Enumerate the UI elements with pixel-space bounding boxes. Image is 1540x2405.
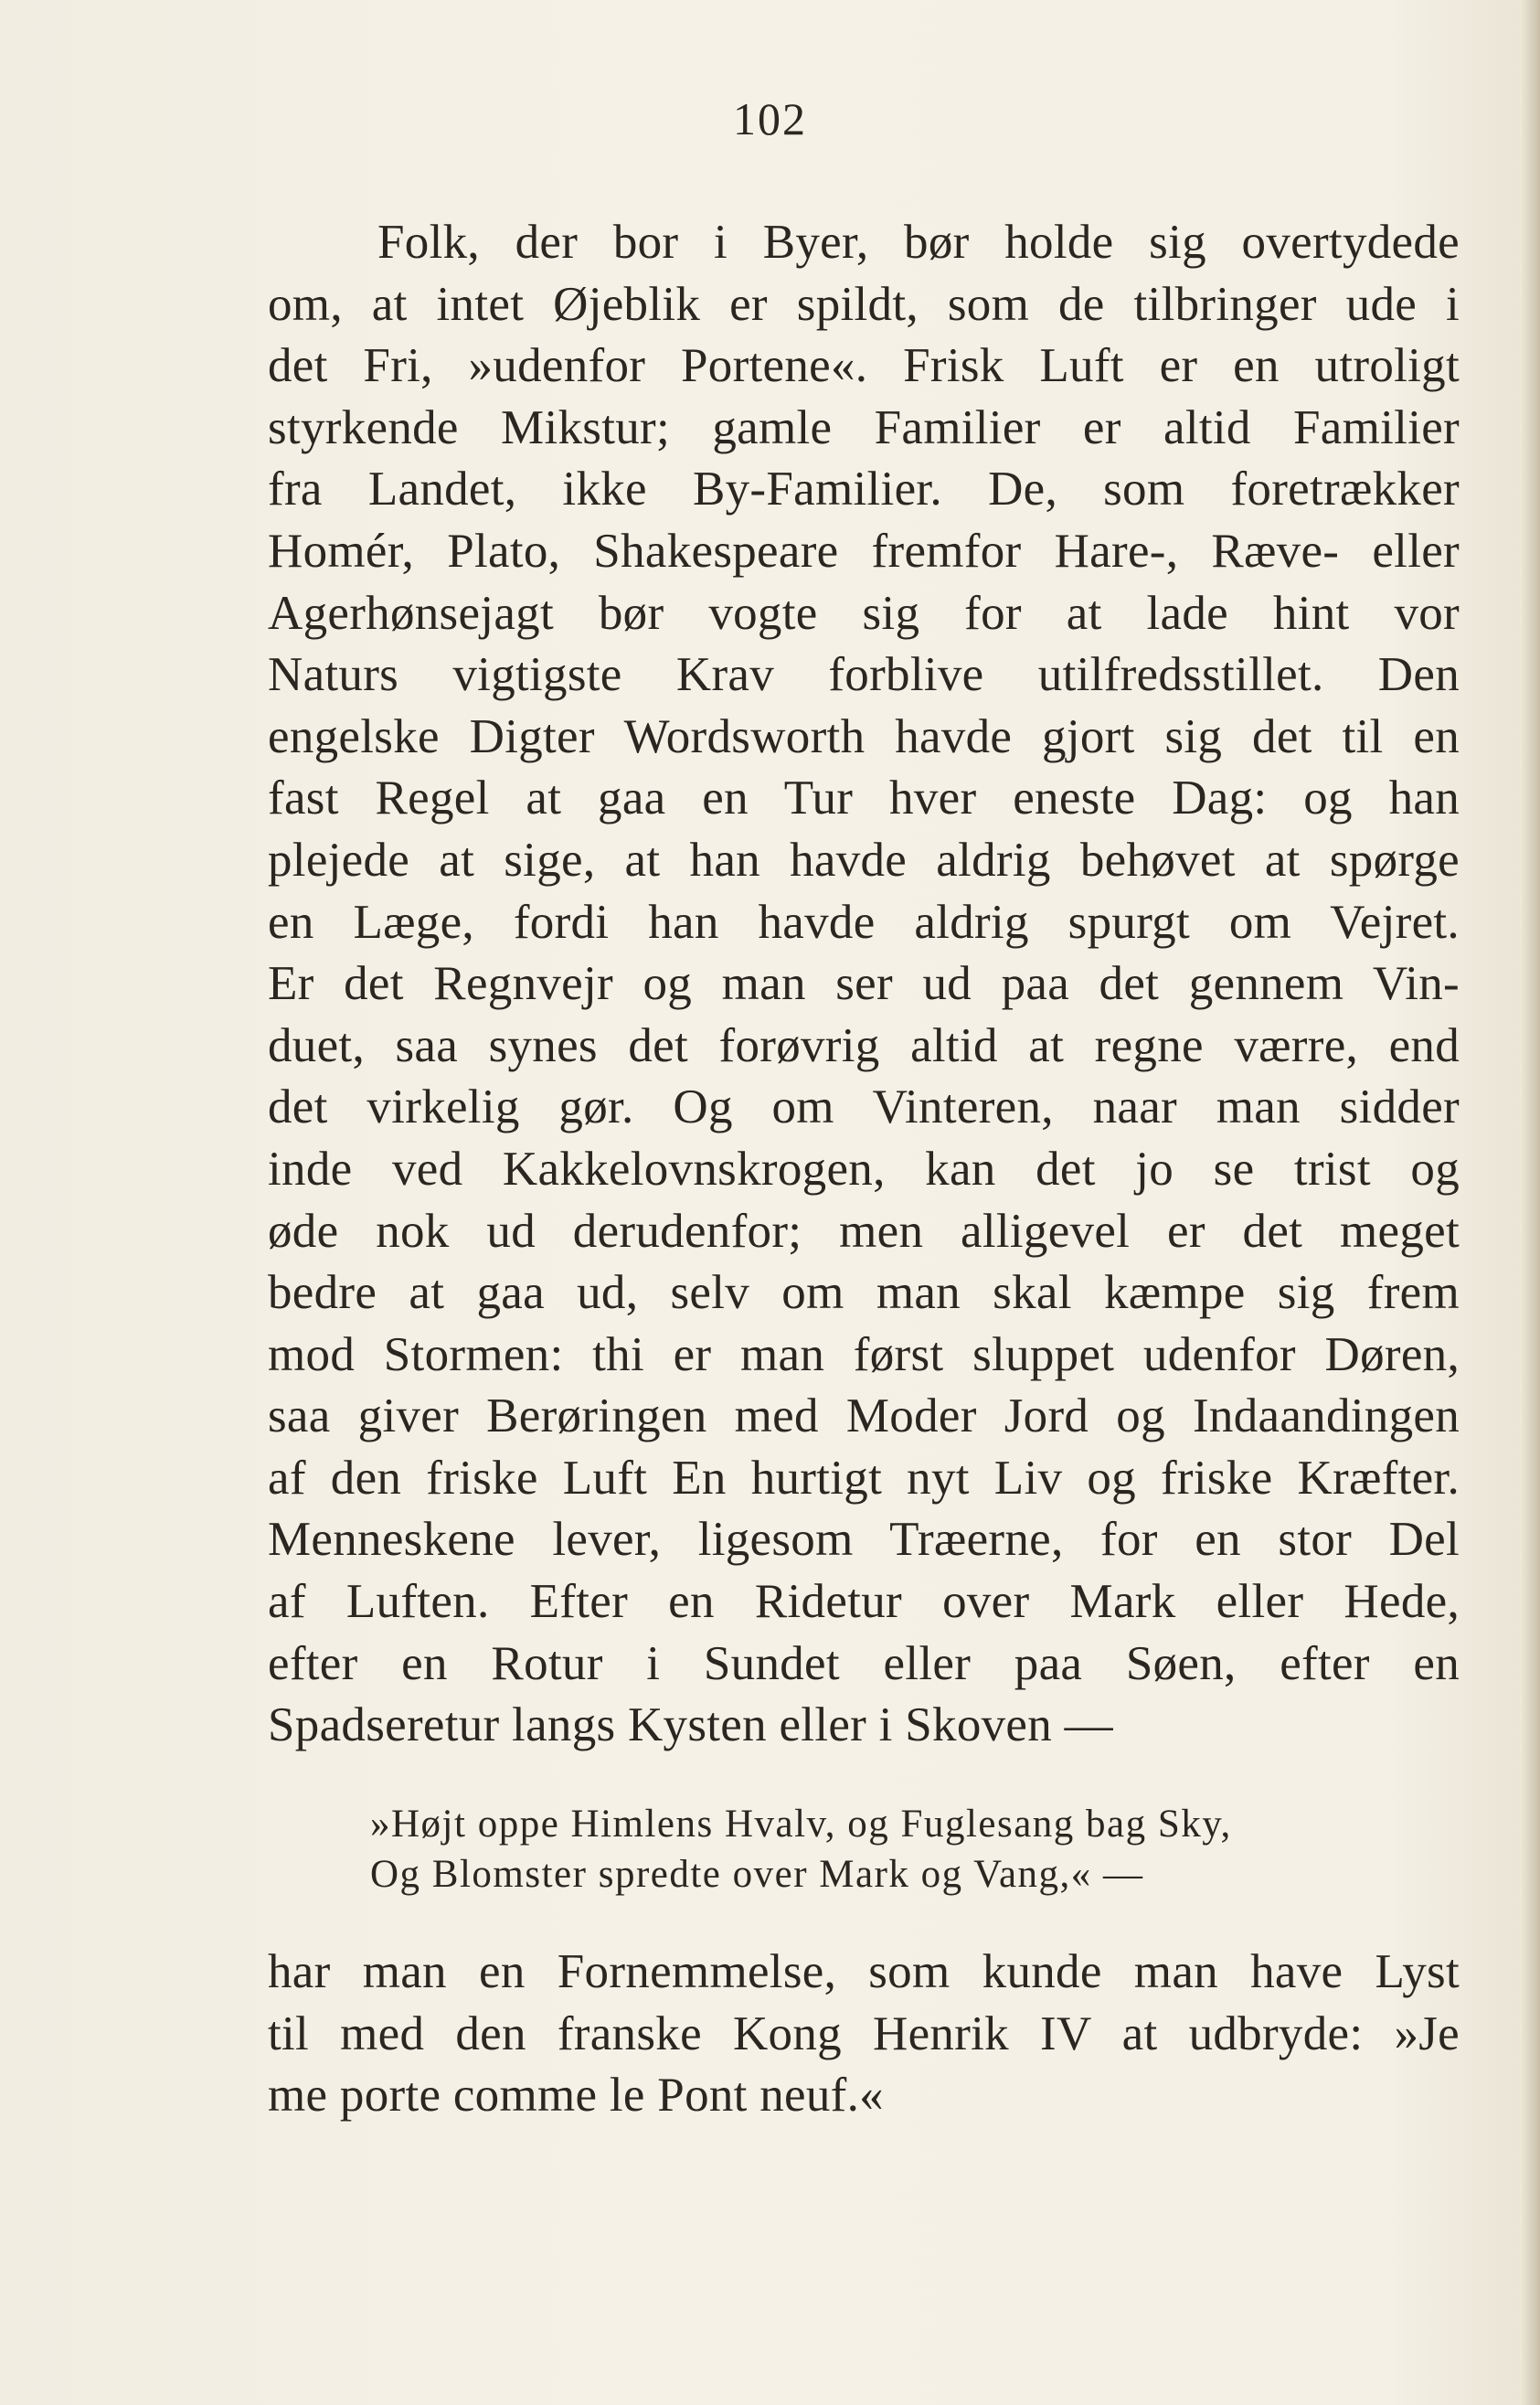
text-line: engelske Digter Wordsworth havde gjort sig det til en: [268, 709, 1460, 763]
text-line: Spadseretur langs Kysten eller i Skoven —: [268, 1698, 1113, 1752]
text-line: Agerhønsejagt bør vogte sig for at lade hint vor: [268, 586, 1460, 640]
text-line: har man en Fornemmelse, som kunde man have Lyst: [268, 1945, 1460, 1998]
text-line: om, at intet Øjeblik er spildt, som de tilbringer ude i: [268, 277, 1460, 331]
text-line: af den friske Luft En hurtigt nyt Liv og friske Kræfter.: [268, 1451, 1460, 1505]
text-line: af Luften. Efter en Ridetur over Mark eller Hede,: [268, 1575, 1460, 1629]
verse-line: Og Blomster spredte over Mark og Vang,« —: [370, 1853, 1144, 1896]
text-line: plejede at sige, at han havde aldrig behøvet at spørge: [268, 833, 1460, 887]
text-line: mod Stormen: thi er man først sluppet udenfor Døren,: [268, 1327, 1460, 1381]
verse-line: »Højt oppe Himlens Hvalv, og Fuglesang bag Sky,: [370, 1803, 1232, 1846]
text-line: fra Landet, ikke By-Familier. De, som foretrækker: [268, 463, 1460, 516]
text-line: Folk, der bor i Byer, bør holde sig overtydede: [377, 216, 1460, 269]
text-line: Homér, Plato, Shakespeare fremfor Hare-, Ræve- eller: [268, 524, 1460, 578]
text-line: til med den franske Kong Henrik IV at udbryde: »Je: [268, 2006, 1460, 2060]
text-line: fast Regel at gaa en Tur hver eneste Dag: og han: [268, 772, 1460, 825]
text-line: efter en Rotur i Sundet eller paa Søen, efter en: [268, 1636, 1460, 1690]
text-line: Naturs vigtigste Krav forblive utilfredsstillet. Den: [268, 648, 1460, 702]
text-line: Menneskene lever, ligesom Træerne, for en stor Del: [268, 1513, 1460, 1567]
text-line: styrkende Mikstur; gamle Familier er altid Familier: [268, 400, 1460, 454]
text-line: en Læge, fordi han havde aldrig spurgt om Vejret.: [268, 895, 1460, 949]
text-line: duet, saa synes det forøvrig altid at regne værre, end: [268, 1018, 1460, 1072]
main-paragraph: [268, 212, 1460, 1757]
text-line: bedre at gaa ud, selv om man skal kæmpe sig frem: [268, 1266, 1460, 1320]
text-line: me porte comme le Pont neuf.«: [268, 2069, 884, 2123]
text-line: øde nok ud derudenfor; men alligevel er det meget: [268, 1204, 1460, 1258]
text-line: saa giver Berøringen med Moder Jord og Indaandingen: [268, 1389, 1460, 1443]
text-line: Er det Regnvejr og man ser ud paa det gennem Vin-: [268, 957, 1460, 1011]
text-line: inde ved Kakkelovnskrogen, kan det jo se trist og: [268, 1142, 1460, 1196]
verse-quote: [370, 1799, 1357, 1900]
page-edge: [1520, 0, 1540, 2405]
text-line: det Fri, »udenfor Portene«. Frisk Luft er en utroligt: [268, 339, 1460, 393]
closing-paragraph: [268, 1942, 1460, 2127]
page-number: 102: [733, 93, 807, 144]
text-line: det virkelig gør. Og om Vinteren, naar man sidder: [268, 1080, 1460, 1134]
